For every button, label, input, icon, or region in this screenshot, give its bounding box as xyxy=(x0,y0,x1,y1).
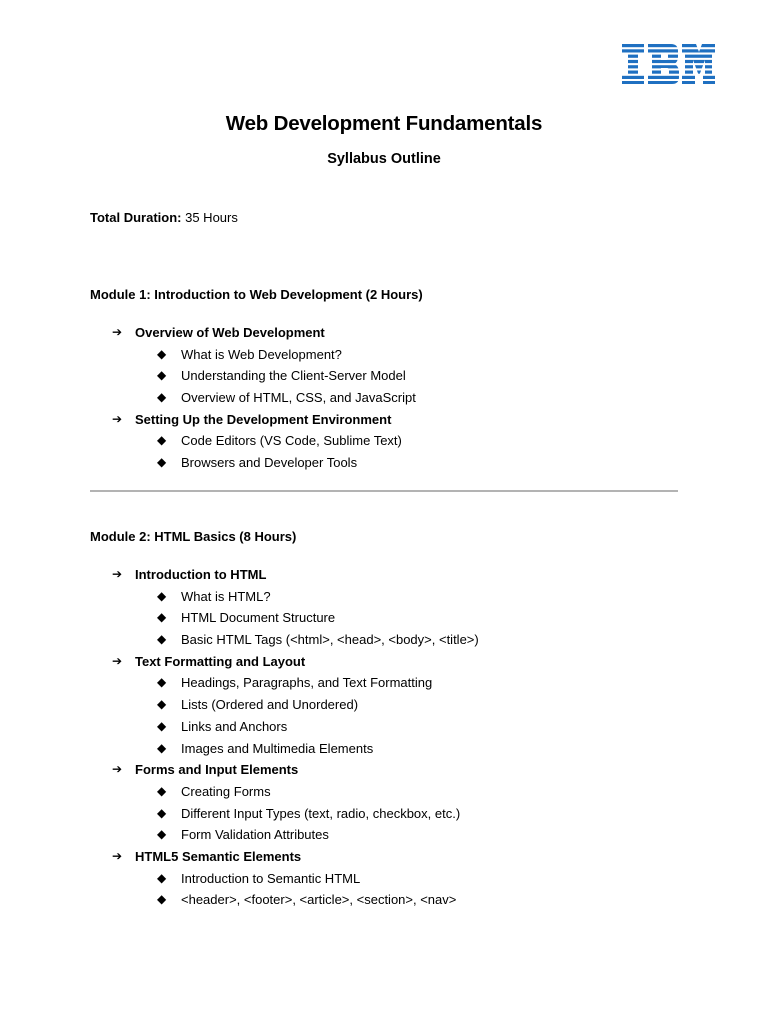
diamond-bullet-icon: ◆ xyxy=(157,740,167,755)
module-2-heading: Module 2: HTML Basics (8 Hours) xyxy=(90,529,297,544)
total-duration-label: Total Duration: xyxy=(90,210,182,225)
ibm-logo xyxy=(622,44,715,84)
diamond-bullet-icon: ◆ xyxy=(157,805,167,820)
diamond-bullet-icon: ◆ xyxy=(157,892,167,907)
subtopic-label: Form Validation Attributes xyxy=(181,827,329,843)
subtopic-label: What is Web Development? xyxy=(181,346,342,362)
subtopic-label: Browsers and Developer Tools xyxy=(181,455,358,471)
subtopic-label: Code Editors (VS Code, Sublime Text) xyxy=(181,433,402,449)
diamond-bullet-icon: ◆ xyxy=(157,718,167,733)
diamond-bullet-icon: ◆ xyxy=(157,870,167,885)
subtopic-label: Overview of HTML, CSS, and JavaScript xyxy=(181,390,416,406)
subtopic-label: Understanding the Client-Server Model xyxy=(181,368,406,384)
arrow-bullet-icon: ➔ xyxy=(112,411,123,426)
topic-label: Introduction to HTML xyxy=(135,567,267,582)
arrow-bullet-icon: ➔ xyxy=(112,567,123,581)
diamond-bullet-icon: ◆ xyxy=(157,827,167,842)
diamond-bullet-icon: ◆ xyxy=(157,610,167,625)
subtopic-label: HTML Document Structure xyxy=(181,610,336,626)
diamond-bullet-icon: ◆ xyxy=(157,455,167,470)
arrow-bullet-icon: ➔ xyxy=(112,653,123,668)
diamond-bullet-icon: ◆ xyxy=(157,697,167,712)
subtopic-label: Creating Forms xyxy=(181,783,271,799)
topic-label: HTML5 Semantic Elements xyxy=(135,848,302,864)
diamond-bullet-icon: ◆ xyxy=(157,632,167,647)
arrow-bullet-icon: ➔ xyxy=(112,325,123,339)
topic-label: Setting Up the Development Environment xyxy=(135,411,392,427)
document-title: Web Development Fundamentals xyxy=(225,112,543,135)
diamond-bullet-icon: ◆ xyxy=(157,783,167,798)
diamond-bullet-icon: ◆ xyxy=(157,368,167,383)
diamond-bullet-icon: ◆ xyxy=(157,675,167,690)
arrow-bullet-icon: ➔ xyxy=(112,762,123,777)
subtopic-label: Lists (Ordered and Unordered) xyxy=(181,697,359,713)
subtopic-label: Images and Multimedia Elements xyxy=(181,740,374,756)
diamond-bullet-icon: ◆ xyxy=(157,390,167,405)
subtopic-label: Links and Anchors xyxy=(181,718,288,734)
topic-label: Overview of Web Development xyxy=(135,325,325,340)
subtopic-label: Headings, Paragraphs, and Text Formatting xyxy=(181,675,433,691)
diamond-bullet-icon: ◆ xyxy=(157,433,167,448)
subtopic-label: Introduction to Semantic HTML xyxy=(181,870,361,886)
total-duration xyxy=(90,210,238,225)
topic-label: Forms and Input Elements xyxy=(135,762,299,778)
diamond-bullet-icon: ◆ xyxy=(157,588,167,603)
total-duration-value: 35 Hours xyxy=(185,210,238,225)
arrow-bullet-icon: ➔ xyxy=(112,848,123,863)
module-1-heading: Module 1: Introduction to Web Development (2 Hours) xyxy=(90,287,423,302)
subtopic-label: What is HTML? xyxy=(181,588,271,604)
topic-label: Text Formatting and Layout xyxy=(135,653,306,669)
subtopic-label: Different Input Types (text, radio, checkbox, etc.) xyxy=(181,805,461,821)
subtopic-label: <header>, <footer>, <article>, <section>, <nav> xyxy=(181,892,457,908)
document-subtitle: Syllabus Outline xyxy=(327,151,441,167)
section-divider xyxy=(90,490,678,492)
diamond-bullet-icon: ◆ xyxy=(157,346,167,361)
subtopic-label: Basic HTML Tags (<html>, <head>, <body>, <title>) xyxy=(181,632,479,648)
